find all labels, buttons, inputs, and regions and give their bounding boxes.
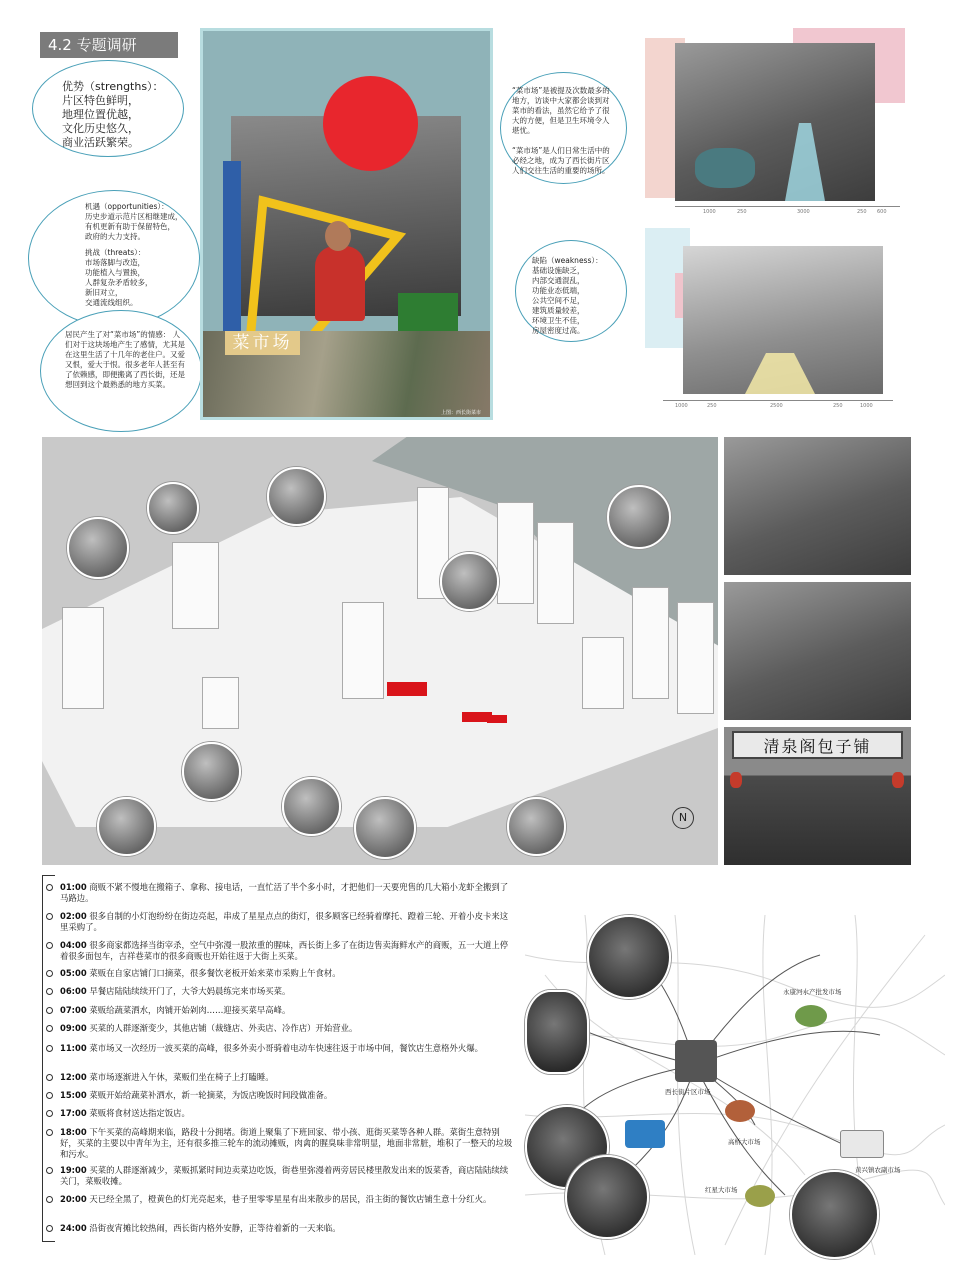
dim-bot-4: 250 — [833, 403, 843, 409]
timeline-time: 06:00 — [60, 986, 87, 996]
market-label-xichangjie: 西长街片区市场 — [665, 1088, 711, 1096]
timeline-text: 天已经全黑了，橙黄色的灯光亮起来，巷子里零零星星有出来散步的居民，沿主街的餐饮店铺生意十分红火。 — [89, 1194, 492, 1204]
timeline-item — [60, 1223, 515, 1234]
timeline-dot — [46, 1167, 53, 1174]
timeline-text: 很多商家都选择当街宰杀，空气中弥漫一股浓重的腥味，西长街上多了在街边售卖海鲜水产的商贩，五一大道上停着很多面包车，吉祥巷菜市的很多商贩也开始往返于大街上买菜。 — [60, 940, 509, 961]
tower — [62, 607, 104, 709]
market-node-photo — [587, 915, 671, 999]
dim-top-3: 3000 — [797, 209, 810, 215]
tower — [537, 522, 574, 624]
shop-sign-text: 清泉阁包子铺 — [763, 737, 872, 756]
teal-tarp — [695, 148, 755, 188]
timeline-dot — [46, 942, 53, 949]
timeline-dot — [46, 1007, 53, 1014]
timeline-time: 07:00 — [60, 1005, 87, 1015]
dim-top-2: 250 — [737, 209, 747, 215]
produce-icon — [795, 1005, 827, 1027]
map-photo-circle — [267, 467, 326, 526]
timeline-dot — [46, 970, 53, 977]
timeline-dot — [46, 1129, 53, 1136]
timeline-text: 菜贩给蔬菜洒水，肉铺开始剁肉……迎接买菜早高峰。 — [89, 1005, 291, 1015]
section-title: 4.2 专题调研 — [40, 32, 178, 58]
timeline-item — [60, 882, 515, 904]
vendor-figure — [315, 246, 365, 321]
timeline-time: 15:00 — [60, 1090, 87, 1100]
timeline-dot — [46, 1025, 53, 1032]
timeline-text: 早餐店陆陆续续开门了，大爷大妈晨练完来市场买菜。 — [89, 986, 291, 996]
timeline-text: 沿街夜宵摊比较热闹，西长街内格外安静，正等待着新的一天来临。 — [89, 1223, 341, 1233]
timeline-time: 20:00 — [60, 1194, 87, 1204]
dim-bot-5: 1000 — [860, 403, 873, 409]
market-photo-2 — [724, 582, 911, 720]
timeline-time: 18:00 — [60, 1127, 87, 1137]
timeline-time: 11:00 — [60, 1043, 87, 1053]
market-node-photo — [565, 1155, 649, 1239]
timeline-item — [60, 911, 515, 933]
market-label-huangxing: 黄兴镇农副市场 — [855, 1166, 901, 1174]
timeline-item — [60, 986, 515, 997]
residents-text: 居民产生了对“菜市场”的情感： 人们对于这块场地产生了感情，尤其是在这里生活了十几年的老住户。又爱又恨，爱大于恨。很多老年人甚至有了依赖感，即便搬离了西长街，还是想回到这个最熟悉的地方买菜。 — [65, 330, 185, 389]
map-photo-circle — [182, 742, 241, 801]
map-photo-circle — [507, 797, 566, 856]
dim-top-5: 600 — [877, 209, 887, 215]
timeline-dot — [46, 988, 53, 995]
timeline-item — [60, 1043, 515, 1054]
map-photo-circle — [282, 777, 341, 836]
timeline-item — [60, 1090, 515, 1101]
timeline-dot — [46, 884, 53, 891]
timeline-dot — [46, 913, 53, 920]
weakness-text: 缺陷（weakness）： 基础设施缺乏， 内部交通混乱， 功能业态低端， 公共空间不足， 建筑质量较差， 环境卫生不佳， 房屋密度过高。 — [532, 256, 603, 335]
market-label-hongxing: 红星大市场 — [705, 1186, 738, 1194]
timeline-dot — [46, 1110, 53, 1117]
market-label-yongkang: 永康河水产批发市场 — [783, 988, 842, 996]
truck-icon — [625, 1120, 665, 1148]
timeline-text: 下午买菜的高峰期来临，路段十分拥堵。街道上聚集了下班回家、带小孩、逛街买菜等各种人群。菜街生意特别好，买菜的主要以中青年为主，还有很多推三轮车的流动摊贩，肉禽的腥臭味非常明显，地面非常脏，堆积了一整天的垃圾和污水。 — [60, 1127, 513, 1159]
timeline-item — [60, 1127, 515, 1160]
timeline-time: 19:00 — [60, 1165, 87, 1175]
timeline-time: 24:00 — [60, 1223, 87, 1233]
street-section-top — [645, 28, 905, 213]
timeline-frame — [42, 875, 55, 1242]
timeline-time: 01:00 — [60, 882, 87, 892]
map-photo-circle — [97, 797, 156, 856]
timeline-item — [60, 1005, 515, 1016]
timeline-text: 菜贩将食材送达指定饭店。 — [89, 1108, 190, 1118]
dim-top-1: 1000 — [703, 209, 716, 215]
tower — [172, 542, 219, 629]
market-node-photo — [525, 990, 589, 1074]
lantern — [730, 772, 742, 788]
axonometric-map — [42, 437, 718, 865]
timeline-dot — [46, 1225, 53, 1232]
timeline-item — [60, 1023, 515, 1034]
market-hub-photo — [675, 1040, 717, 1082]
market-network-map — [525, 915, 945, 1255]
produce-icon — [745, 1185, 775, 1207]
dim-line-top — [675, 206, 900, 207]
map-photo-circle — [67, 517, 129, 579]
map-photo-circle — [354, 797, 416, 859]
tower — [202, 677, 239, 729]
timeline-item — [60, 1165, 515, 1187]
lantern — [892, 772, 904, 788]
timeline-text: 菜贩在自家店铺门口摘菜，很多餐饮老板开始来菜市采购上午食材。 — [89, 968, 341, 978]
timeline-time: 09:00 — [60, 1023, 87, 1033]
timeline-dot — [46, 1045, 53, 1052]
tower — [677, 602, 714, 714]
timeline-text: 商贩不紧不慢地在搬箱子、拿称、接电话，一直忙活了半个多小时，才把他们一天要兜售的几大箱小龙虾全搬到了马路边。 — [60, 882, 509, 903]
market-desc-text: “菜市场”是被提及次数最多的地方，访谈中大家都会谈到对菜市的看法，虽然它给予了很大的方便，但是卫生环境令人堪忧。 “菜市场”是人们日常生活中的必经之地，成为了西长街片区人们交往生活的重要的场所。 — [512, 86, 610, 175]
shop-photo — [724, 727, 911, 865]
threats-text: 挑战（threats）： 市场落脚与改造， 功能植入与置换， 人群复杂矛盾较多， 新旧对立， 交通流线组织。 — [85, 248, 153, 307]
market-node-photo — [790, 1170, 879, 1259]
timeline-text: 菜贩开始给蔬菜补洒水，新一轮摘菜，为饭店晚饭时间段做准备。 — [89, 1090, 333, 1100]
dim-bot-1: 1000 — [675, 403, 688, 409]
market-photo-1 — [724, 437, 911, 575]
timeline-item — [60, 1072, 515, 1083]
timeline-time: 02:00 — [60, 911, 87, 921]
tower — [342, 602, 384, 699]
tower — [632, 587, 669, 699]
vendor-head — [325, 221, 351, 251]
timeline-item — [60, 1194, 515, 1205]
market-marker — [487, 715, 507, 723]
timeline-text: 很多自制的小灯泡纷纷在街边亮起，串成了星星点点的街灯，很多顾客已经骑着摩托、蹬着三轮、开着小皮卡来这里采购了。 — [60, 911, 509, 932]
dim-line-bottom — [663, 400, 893, 401]
dim-bot-2: 250 — [707, 403, 717, 409]
timeline-dot — [46, 1196, 53, 1203]
north-arrow-icon: N — [672, 807, 694, 829]
timeline-time: 17:00 — [60, 1108, 87, 1118]
tower — [582, 637, 624, 709]
map-photo-circle — [607, 485, 671, 549]
timeline-item — [60, 968, 515, 979]
market-marker — [387, 682, 427, 696]
produce-icon — [725, 1100, 755, 1122]
strengths-text: 优势（strengths）： 片区特色鲜明， 地理位置优越， 文化历史悠久， 商业活跃繁荣。 — [62, 80, 164, 149]
dim-top-4: 250 — [857, 209, 867, 215]
timeline-dot — [46, 1092, 53, 1099]
street-section-bottom — [645, 228, 905, 413]
map-photo-circle — [440, 552, 499, 611]
timeline-text: 菜市场又一次经历一波买菜的高峰，很多外卖小哥骑着电动车快速往返于市场中间，餐饮店生意格外火爆。 — [89, 1043, 483, 1053]
opportunities-text: 机遇（opportunities）： 历史步道示范片区相继建成， 有机更新有助于保留特色， 政府的大力支持。 — [85, 202, 183, 241]
market-label-gaoqiao: 高桥大市场 — [728, 1138, 761, 1146]
timeline-text: 买菜的人群逐渐变少，其他店铺（裁缝店、外卖店、冷作店）开始营业。 — [89, 1023, 358, 1033]
timeline-time: 05:00 — [60, 968, 87, 978]
map-photo-circle — [147, 482, 199, 534]
dim-bot-3: 2500 — [770, 403, 783, 409]
timeline-text: 菜市场逐渐进入午休，菜贩们坐在椅子上打瞌睡。 — [89, 1072, 274, 1082]
market-sign: 菜市场 — [225, 331, 300, 355]
van-icon — [840, 1130, 884, 1158]
timeline-time: 04:00 — [60, 940, 87, 950]
timeline-item — [60, 940, 515, 962]
collage-caption: 上图：西长街菜市 — [441, 410, 482, 416]
market-collage — [200, 28, 493, 420]
timeline-dot — [46, 1074, 53, 1081]
timeline-text: 买菜的人群逐渐减少，菜贩抓紧时间边卖菜边吃饭，街巷里弥漫着两旁居民楼里散发出来的饭菜香，商店陆陆续续关门，菜贩收摊。 — [60, 1165, 509, 1186]
timeline-item — [60, 1108, 515, 1119]
timeline-time: 12:00 — [60, 1072, 87, 1082]
tower — [497, 502, 534, 604]
